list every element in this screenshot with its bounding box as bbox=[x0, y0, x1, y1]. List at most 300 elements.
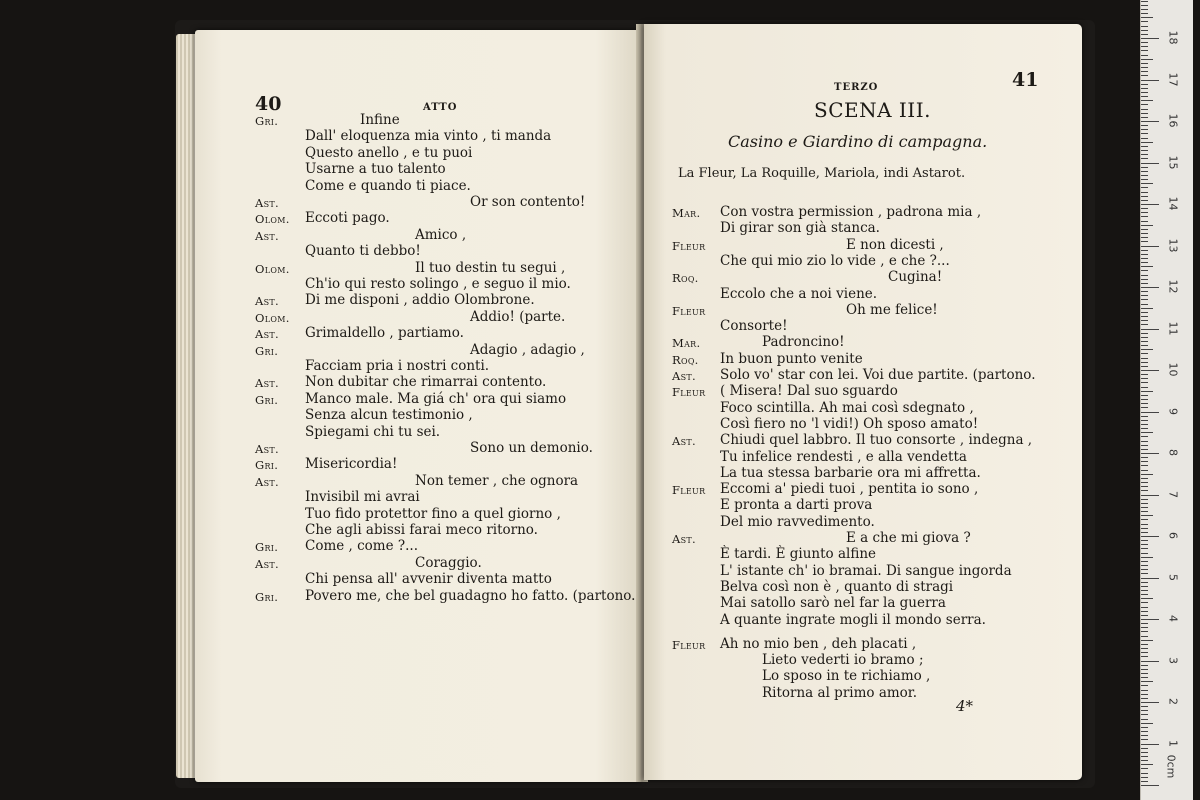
verse-line: Il tuo destin tu segui , bbox=[415, 259, 566, 276]
ruler-tick bbox=[1141, 744, 1159, 745]
verse-line: Ritorna al primo amor. bbox=[762, 684, 918, 701]
ruler-tick bbox=[1141, 499, 1148, 500]
verse-line: Facciam pria i nostri conti. bbox=[305, 358, 490, 374]
ruler-tick bbox=[1141, 55, 1148, 56]
verse-line: Consorte! bbox=[720, 318, 788, 335]
verse-line: Oh me felice! bbox=[846, 301, 938, 318]
ruler-tick bbox=[1141, 565, 1148, 566]
ruler-tick bbox=[1141, 416, 1148, 417]
speaker-label: Gri. bbox=[255, 343, 279, 358]
ruler-tick bbox=[1141, 511, 1148, 512]
ruler-tick bbox=[1141, 353, 1148, 354]
ruler-tick bbox=[1141, 34, 1148, 35]
ruler-tick bbox=[1141, 329, 1159, 330]
ruler-tick bbox=[1141, 714, 1148, 715]
ruler-tick bbox=[1141, 548, 1148, 549]
verse-line: Ch'io qui resto solingo , e seguo il mio. bbox=[305, 276, 571, 292]
ruler-number: 6 bbox=[1166, 532, 1180, 539]
ruler-tick bbox=[1141, 104, 1148, 105]
ruler-tick bbox=[1141, 619, 1159, 620]
ruler-tick bbox=[1141, 163, 1159, 164]
verse-line: Come , come ?... bbox=[305, 538, 419, 555]
verse-line: Quanto ti debbo! bbox=[305, 243, 421, 260]
ruler-tick bbox=[1141, 50, 1148, 51]
verse-line: Come e quando ti piace. bbox=[305, 177, 471, 194]
ruler-tick bbox=[1141, 590, 1148, 591]
ruler-tick bbox=[1141, 441, 1148, 442]
ruler-tick bbox=[1141, 154, 1148, 155]
verse-line: Questo anello , e tu puoi bbox=[305, 144, 473, 161]
speaker-label: Olom. bbox=[255, 310, 290, 325]
ruler-tick bbox=[1141, 486, 1148, 487]
ruler-number: 2 bbox=[1166, 698, 1180, 705]
ruler-tick bbox=[1141, 333, 1148, 334]
ruler-tick bbox=[1141, 113, 1148, 114]
verse-line: Amico , bbox=[415, 226, 467, 243]
ruler-tick bbox=[1141, 544, 1148, 545]
verse-line: Ah no mio ben , deh placati , bbox=[720, 635, 917, 652]
ruler-tick bbox=[1141, 216, 1148, 217]
ruler-tick bbox=[1141, 121, 1159, 122]
ruler-tick bbox=[1141, 474, 1153, 475]
speaker-label: Ast. bbox=[255, 442, 279, 456]
right-page bbox=[644, 24, 1082, 780]
speaker-label: Ast. bbox=[672, 532, 696, 546]
ruler-tick bbox=[1141, 187, 1148, 188]
ruler-tick bbox=[1141, 5, 1148, 6]
verse-line: Non temer , che ognora bbox=[415, 472, 579, 489]
ruler-tick bbox=[1141, 490, 1148, 491]
ruler-tick bbox=[1141, 432, 1153, 433]
verse-line: Tu infelice rendesti , e alla vendetta bbox=[720, 448, 967, 465]
verse-line: Mai satollo sarò nel far la guerra bbox=[720, 595, 946, 612]
ruler-tick bbox=[1141, 540, 1148, 541]
ruler-tick bbox=[1141, 760, 1148, 761]
ruler-tick bbox=[1141, 358, 1148, 359]
verse-line: Senza alcun testimonio , bbox=[305, 407, 473, 424]
ruler-tick bbox=[1141, 661, 1159, 662]
verse-line: Del mio ravvedimento. bbox=[720, 513, 875, 530]
ruler-tick bbox=[1141, 225, 1153, 226]
ruler-tick bbox=[1141, 320, 1148, 321]
ruler-tick bbox=[1141, 656, 1148, 657]
verse-line: E non dicesti , bbox=[846, 236, 944, 253]
verse-line: Dall' eloquenza mia vinto , ti manda bbox=[305, 128, 552, 145]
ruler-tick bbox=[1141, 258, 1148, 259]
ruler-tick bbox=[1141, 719, 1148, 720]
verse-line: Che agli abissi farai meco ritorno. bbox=[305, 522, 538, 538]
ruler-tick bbox=[1141, 428, 1148, 429]
ruler-tick bbox=[1141, 777, 1148, 778]
ruler-tick bbox=[1141, 698, 1148, 699]
verse-line: Povero me, che bel guadagno ho fatto. (partono. bbox=[305, 587, 636, 604]
ruler-number: 15 bbox=[1166, 155, 1180, 169]
ruler-tick bbox=[1141, 38, 1159, 39]
ruler-tick bbox=[1141, 312, 1148, 313]
ruler-tick bbox=[1141, 308, 1153, 309]
ruler-tick bbox=[1141, 764, 1153, 765]
speaker-label: Ast. bbox=[672, 434, 696, 449]
speaker-label: Gri. bbox=[255, 392, 279, 407]
verse-line: Chi pensa all' avvenir diventa matto bbox=[305, 571, 552, 588]
speaker-label: Olom. bbox=[255, 261, 290, 276]
verse-line: La tua stessa barbarie ora mi affretta. bbox=[720, 464, 981, 481]
ruler-tick bbox=[1141, 30, 1148, 31]
ruler-tick bbox=[1141, 594, 1148, 595]
ruler-tick bbox=[1141, 395, 1148, 396]
ruler-tick bbox=[1141, 84, 1148, 85]
ruler-tick bbox=[1141, 694, 1148, 695]
speaker-label: Mar. bbox=[672, 206, 701, 220]
ruler-tick bbox=[1141, 615, 1148, 616]
measuring-ruler bbox=[1140, 0, 1193, 800]
ruler-tick bbox=[1141, 507, 1148, 508]
verse-line: E pronta a darti prova bbox=[720, 497, 873, 514]
ruler-tick bbox=[1141, 75, 1148, 76]
page-number-right: 41 bbox=[1012, 69, 1039, 91]
ruler-tick bbox=[1141, 171, 1148, 172]
speaker-label: Fleur bbox=[672, 238, 706, 253]
ruler-tick bbox=[1141, 515, 1153, 516]
ruler-tick bbox=[1141, 378, 1148, 379]
ruler-tick bbox=[1141, 528, 1148, 529]
character-list: La Fleur, La Roquille, Mariola, indi Astarot. bbox=[678, 166, 966, 181]
verse-line: Chiudi quel labbro. Il tuo consorte , indegna , bbox=[720, 432, 1033, 449]
verse-line: Grimaldello , partiamo. bbox=[305, 325, 464, 342]
ruler-tick bbox=[1141, 731, 1148, 732]
ruler-tick bbox=[1141, 221, 1148, 222]
verse-line: Che qui mio zio lo vide , e che ?... bbox=[720, 252, 950, 269]
ruler-tick bbox=[1141, 26, 1148, 27]
ruler-tick bbox=[1141, 773, 1148, 774]
ruler-tick bbox=[1141, 208, 1148, 209]
ruler-tick bbox=[1141, 71, 1148, 72]
ruler-tick bbox=[1141, 495, 1159, 496]
ruler-number: 3 bbox=[1166, 656, 1180, 664]
ruler-tick bbox=[1141, 133, 1148, 134]
ruler-tick bbox=[1141, 748, 1148, 749]
ruler-tick bbox=[1141, 324, 1148, 325]
speaker-label: Roq. bbox=[672, 271, 699, 286]
ruler-tick bbox=[1141, 283, 1148, 284]
ruler-tick bbox=[1141, 652, 1148, 653]
ruler-tick bbox=[1141, 345, 1148, 346]
ruler-tick bbox=[1141, 561, 1148, 562]
ruler-tick bbox=[1141, 461, 1148, 462]
speaker-label: Ast. bbox=[255, 228, 279, 243]
ruler-tick bbox=[1141, 291, 1148, 292]
verse-line: In buon punto venite bbox=[720, 350, 863, 367]
speaker-label: Olom. bbox=[255, 212, 290, 227]
speaker-label: Ast. bbox=[255, 327, 279, 342]
verse-line: Così fiero no 'l vidi!) Oh sposo amato! bbox=[720, 415, 979, 432]
ruler-number: 11 bbox=[1166, 321, 1180, 335]
ruler-tick bbox=[1141, 752, 1148, 753]
ruler-tick bbox=[1141, 573, 1148, 574]
ruler-tick bbox=[1141, 167, 1148, 168]
verse-line: Sono un demonio. bbox=[470, 440, 593, 456]
ruler-tick bbox=[1141, 387, 1148, 388]
ruler-tick bbox=[1141, 673, 1148, 674]
verse-line: Eccoti pago. bbox=[305, 210, 390, 227]
ruler-tick bbox=[1141, 420, 1148, 421]
ruler-tick bbox=[1141, 503, 1148, 504]
verse-line: Foco scintilla. Ah mai così sdegnato , bbox=[720, 399, 974, 416]
verse-line: Misericordia! bbox=[305, 456, 398, 473]
ruler-tick bbox=[1141, 80, 1159, 81]
running-header-left: ATTO bbox=[423, 102, 458, 113]
ruler-tick bbox=[1141, 374, 1148, 375]
ruler-tick bbox=[1141, 270, 1148, 271]
ruler-number: 4 bbox=[1166, 615, 1180, 622]
ruler-tick bbox=[1141, 196, 1148, 197]
ruler-tick bbox=[1141, 482, 1148, 483]
verse-line: Adagio , adagio , bbox=[470, 341, 585, 358]
ruler-tick bbox=[1141, 457, 1148, 458]
ruler-number: 13 bbox=[1166, 238, 1180, 252]
ruler-tick bbox=[1141, 665, 1148, 666]
verse-line: Addio! (parte. bbox=[470, 308, 566, 325]
ruler-tick bbox=[1141, 21, 1148, 22]
ruler-tick bbox=[1141, 46, 1148, 47]
ruler-tick bbox=[1141, 723, 1153, 724]
ruler-tick bbox=[1141, 279, 1148, 280]
ruler-tick bbox=[1141, 648, 1148, 649]
ruler-tick bbox=[1141, 636, 1148, 637]
verse-line: Belva così non è , quanto di stragi bbox=[720, 578, 954, 595]
ruler-tick bbox=[1141, 88, 1148, 89]
verse-line: È tardi. È giunto alfine bbox=[720, 546, 877, 563]
ruler-tick bbox=[1141, 125, 1148, 126]
ruler-tick bbox=[1141, 275, 1148, 276]
speaker-label: Fleur bbox=[672, 483, 706, 498]
ruler-tick bbox=[1141, 233, 1148, 234]
speaker-label: Ast. bbox=[255, 294, 279, 309]
verse-line: Tuo fido protettor fino a quel giorno , bbox=[305, 505, 561, 522]
ruler-tick bbox=[1141, 67, 1148, 68]
ruler-tick bbox=[1141, 17, 1153, 18]
ruler-number: 14 bbox=[1166, 196, 1180, 211]
ruler-tick bbox=[1141, 1, 1148, 2]
ruler-tick bbox=[1141, 631, 1148, 632]
ruler-tick bbox=[1141, 96, 1148, 97]
verse-line: Manco male. Ma giá ch' ora qui siamo bbox=[305, 390, 567, 407]
ruler-tick bbox=[1141, 582, 1148, 583]
verse-line: ( Misera! Dal suo sguardo bbox=[720, 383, 898, 400]
ruler-tick bbox=[1141, 287, 1159, 288]
ruler-tick bbox=[1141, 109, 1148, 110]
scene-setting: Casino e Giardino di campagna. bbox=[728, 132, 988, 151]
ruler-tick bbox=[1141, 366, 1148, 367]
verse-line: Eccolo che a noi viene. bbox=[720, 285, 878, 302]
ruler-tick bbox=[1141, 100, 1153, 101]
ruler-tick bbox=[1141, 399, 1148, 400]
ruler-tick bbox=[1141, 349, 1153, 350]
ruler-tick bbox=[1141, 403, 1148, 404]
ruler-tick bbox=[1141, 341, 1148, 342]
ruler-tick bbox=[1141, 449, 1148, 450]
ruler-tick bbox=[1141, 391, 1153, 392]
ruler-tick bbox=[1141, 192, 1148, 193]
ruler-tick bbox=[1141, 611, 1148, 612]
verse-line: Spiegami chi tu sei. bbox=[305, 423, 441, 440]
ruler-tick bbox=[1141, 179, 1148, 180]
ruler-tick bbox=[1141, 702, 1159, 703]
ruler-tick bbox=[1141, 710, 1148, 711]
speaker-label: Ast. bbox=[255, 196, 279, 210]
ruler-tick bbox=[1141, 644, 1148, 645]
ruler-tick bbox=[1141, 237, 1148, 238]
ruler-tick bbox=[1141, 204, 1159, 205]
speaker-label: Mar. bbox=[672, 336, 701, 351]
ruler-tick bbox=[1141, 412, 1159, 413]
ruler-tick bbox=[1141, 241, 1148, 242]
ruler-tick bbox=[1141, 146, 1148, 147]
ruler-tick bbox=[1141, 266, 1153, 267]
scene-title: SCENA III. bbox=[814, 98, 931, 122]
ruler-tick bbox=[1141, 13, 1148, 14]
verse-line: Di girar son già stanca. bbox=[720, 220, 880, 237]
speaker-label: Ast. bbox=[255, 376, 279, 391]
verse-line: Padroncino! bbox=[762, 334, 845, 351]
ruler-tick bbox=[1141, 602, 1148, 603]
ruler-tick bbox=[1141, 150, 1148, 151]
speaker-label: Ast. bbox=[255, 556, 279, 571]
ruler-tick bbox=[1141, 316, 1148, 317]
ruler-number: 17 bbox=[1166, 72, 1180, 86]
ruler-tick bbox=[1141, 685, 1148, 686]
ruler-tick bbox=[1141, 690, 1148, 691]
verse-line: Eccomi a' piedi tuoi , pentita io sono , bbox=[720, 481, 979, 498]
verse-line: E a che mi giova ? bbox=[846, 530, 971, 546]
ruler-tick bbox=[1141, 299, 1148, 300]
signature-mark: 4* bbox=[956, 697, 974, 715]
ruler-tick bbox=[1141, 569, 1148, 570]
ruler-tick bbox=[1141, 627, 1148, 628]
speaker-label: Gri. bbox=[255, 540, 279, 555]
ruler-tick bbox=[1141, 478, 1148, 479]
speaker-label: Gri. bbox=[255, 114, 279, 128]
ruler-tick bbox=[1141, 229, 1148, 230]
ruler-tick bbox=[1141, 59, 1153, 60]
ruler-tick bbox=[1141, 382, 1148, 383]
ruler-tick bbox=[1141, 677, 1148, 678]
ruler-tick bbox=[1141, 142, 1153, 143]
ruler-number: 5 bbox=[1166, 573, 1180, 581]
verse-line: Con vostra permission , padrona mia , bbox=[720, 204, 982, 220]
speaker-label: Ast. bbox=[672, 369, 696, 383]
ruler-tick bbox=[1141, 781, 1148, 782]
speaker-label: Gri. bbox=[255, 589, 279, 604]
speaker-label: Fleur bbox=[672, 303, 706, 318]
ruler-tick bbox=[1141, 532, 1148, 533]
ruler-number: 1 bbox=[1166, 739, 1180, 747]
ruler-tick bbox=[1141, 623, 1148, 624]
ruler-tick bbox=[1141, 598, 1153, 599]
verse-line: A quante ingrate mogli il mondo serra. bbox=[720, 611, 986, 628]
ruler-tick bbox=[1141, 362, 1148, 363]
verse-line: Lo sposo in te richiamo , bbox=[762, 668, 931, 685]
ruler-tick bbox=[1141, 42, 1148, 43]
left-page bbox=[195, 30, 640, 782]
verse-line: Lieto vederti io bramo ; bbox=[762, 652, 924, 669]
ruler-tick bbox=[1141, 158, 1148, 159]
verse-line: Di me disponi , addio Olombrone. bbox=[305, 292, 535, 309]
ruler-tick bbox=[1141, 470, 1148, 471]
ruler-tick bbox=[1141, 129, 1148, 130]
ruler-tick bbox=[1141, 739, 1148, 740]
speaker-label: Ast. bbox=[255, 474, 279, 489]
ruler-tick bbox=[1141, 295, 1148, 296]
ruler-tick bbox=[1141, 337, 1148, 338]
ruler-tick bbox=[1141, 304, 1148, 305]
ruler-tick bbox=[1141, 138, 1148, 139]
verse-line: Infine bbox=[360, 112, 400, 128]
ruler-tick bbox=[1141, 254, 1148, 255]
ruler-tick bbox=[1141, 553, 1148, 554]
speaker-label: Gri. bbox=[255, 458, 279, 473]
ruler-tick bbox=[1141, 640, 1153, 641]
ruler-tick bbox=[1141, 370, 1159, 371]
ruler-tick bbox=[1141, 250, 1148, 251]
verse-line: Or son contento! bbox=[470, 194, 586, 210]
ruler-number: 7 bbox=[1166, 490, 1180, 498]
ruler-tick bbox=[1141, 681, 1153, 682]
verse-line: Non dubitar che rimarrai contento. bbox=[305, 374, 547, 391]
ruler-tick bbox=[1141, 212, 1148, 213]
ruler-tick bbox=[1141, 92, 1148, 93]
ruler-tick bbox=[1141, 407, 1148, 408]
ruler-number: 9 bbox=[1166, 407, 1180, 415]
verse-line: Usarne a tuo talento bbox=[305, 161, 446, 178]
verse-line: Coraggio. bbox=[415, 554, 482, 571]
ruler-tick bbox=[1141, 63, 1148, 64]
ruler-tick bbox=[1141, 727, 1148, 728]
ruler-tick bbox=[1141, 586, 1148, 587]
page-number-left: 40 bbox=[255, 93, 282, 115]
ruler-number: 18 bbox=[1166, 30, 1180, 45]
ruler-tick bbox=[1141, 578, 1159, 579]
ruler-tick bbox=[1141, 519, 1148, 520]
ruler-tick bbox=[1141, 262, 1148, 263]
speaker-label: Roq. bbox=[672, 352, 699, 367]
ruler-tick bbox=[1141, 768, 1148, 769]
verse-line: Invisibil mi avrai bbox=[305, 489, 420, 506]
ruler-tick bbox=[1141, 785, 1159, 786]
ruler-tick bbox=[1141, 465, 1148, 466]
verse-line: Cugina! bbox=[888, 269, 943, 286]
ruler-tick bbox=[1141, 669, 1148, 670]
ruler-tick bbox=[1141, 536, 1159, 537]
ruler-tick bbox=[1141, 735, 1148, 736]
ruler-number: 16 bbox=[1166, 113, 1180, 128]
ruler-tick bbox=[1141, 183, 1153, 184]
ruler-tick bbox=[1141, 117, 1148, 118]
ruler-tick bbox=[1141, 756, 1148, 757]
speaker-label: Fleur bbox=[672, 385, 706, 400]
speaker-label: Fleur bbox=[672, 637, 706, 652]
ruler-tick bbox=[1141, 436, 1148, 437]
ruler-tick bbox=[1141, 453, 1159, 454]
ruler-tick bbox=[1141, 524, 1148, 525]
verse-line: L' istante ch' io bramai. Di sangue ingorda bbox=[720, 562, 1012, 579]
ruler-tick bbox=[1141, 557, 1153, 558]
ruler-tick bbox=[1141, 175, 1148, 176]
ruler-tick bbox=[1141, 445, 1148, 446]
ruler-number: 10 bbox=[1166, 362, 1180, 377]
ruler-number: 8 bbox=[1166, 449, 1180, 456]
ruler-unit-label: 0cm bbox=[1164, 754, 1178, 779]
